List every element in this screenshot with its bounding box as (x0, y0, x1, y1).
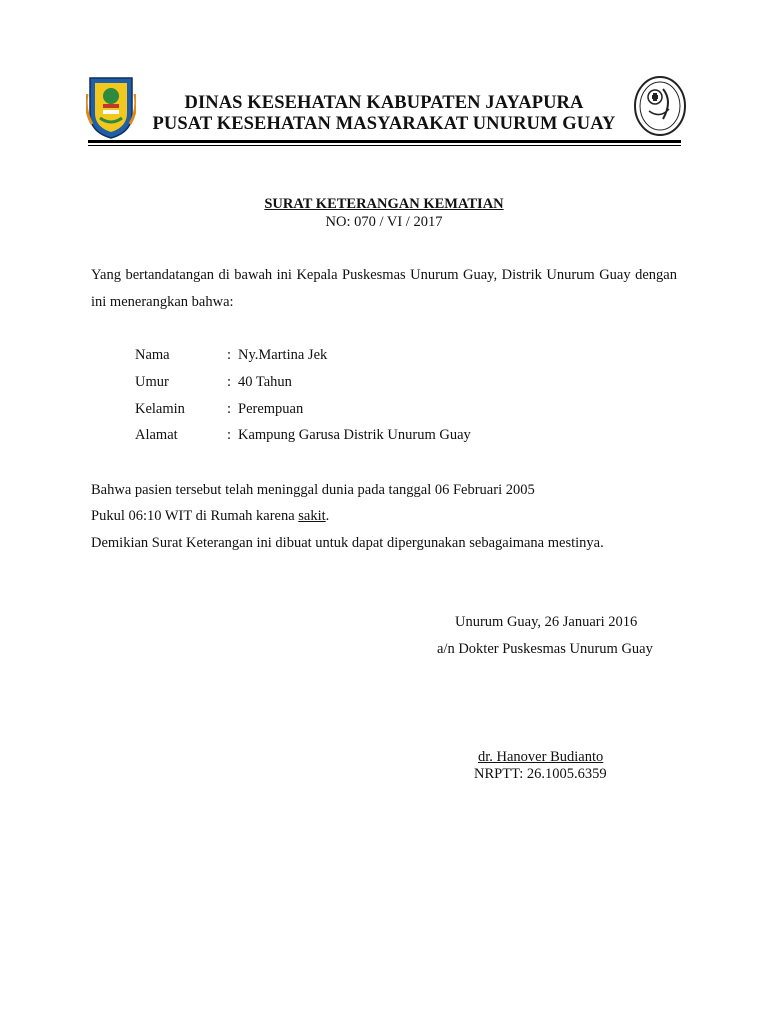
statement-line-1: Bahwa pasien tersebut telah meninggal dunia pada tanggal 06 Februari 2005 (91, 482, 535, 498)
statement-line-2 (91, 508, 329, 525)
document-title (0, 196, 768, 213)
field-colon: : (227, 427, 232, 443)
place-date: Unurum Guay, 26 Januari 2016 (455, 614, 638, 630)
intro-paragraph: Yang bertandatangan di bawah ini Kepala Puskesmas Unurum Guay, Distrik Unurum Guay dengan ini menerangkan bahwa: (91, 267, 677, 310)
field-label-umur: Umur (135, 374, 169, 390)
agency-name: DINAS KESEHATAN KABUPATEN JAYAPURA (184, 93, 584, 113)
document-number: NO: 070 / VI / 2017 (325, 214, 443, 230)
facility-name: PUSAT KESEHATAN MASYARAKAT UNURUM GUAY (152, 114, 616, 134)
document-title-text: SURAT KETERANGAN KEMATIAN (264, 196, 504, 212)
field-value-nama: Ny.Martina Jek (238, 347, 328, 363)
field-colon: : (227, 374, 232, 390)
field-colon: : (227, 401, 232, 417)
signatory-nrptt: NRPTT: 26.1005.6359 (474, 766, 607, 782)
statement-line-3: Demikian Surat Keterangan ini dibuat untuk dapat dipergunakan sebagaimana mestinya. (91, 535, 604, 551)
field-label-kelamin: Kelamin (135, 401, 185, 417)
header-rule-thin (88, 145, 681, 146)
cause-of-death: sakit (298, 508, 326, 524)
field-value-umur: 40 Tahun (238, 374, 292, 390)
signatory-name: dr. Hanover Budianto (478, 749, 604, 765)
field-colon: : (227, 347, 232, 363)
field-value-kelamin: Perempuan (238, 401, 304, 417)
field-label-nama: Nama (135, 347, 170, 363)
field-label-alamat: Alamat (135, 427, 178, 443)
field-value-alamat: Kampung Garusa Distrik Unurum Guay (238, 427, 471, 443)
on-behalf-line: a/n Dokter Puskesmas Unurum Guay (437, 641, 653, 657)
statement-line-2-suffix: . (325, 508, 330, 524)
header-rule-thick (88, 140, 681, 143)
statement-line-2-prefix: Pukul 06:10 WIT di Rumah karena (91, 508, 299, 524)
